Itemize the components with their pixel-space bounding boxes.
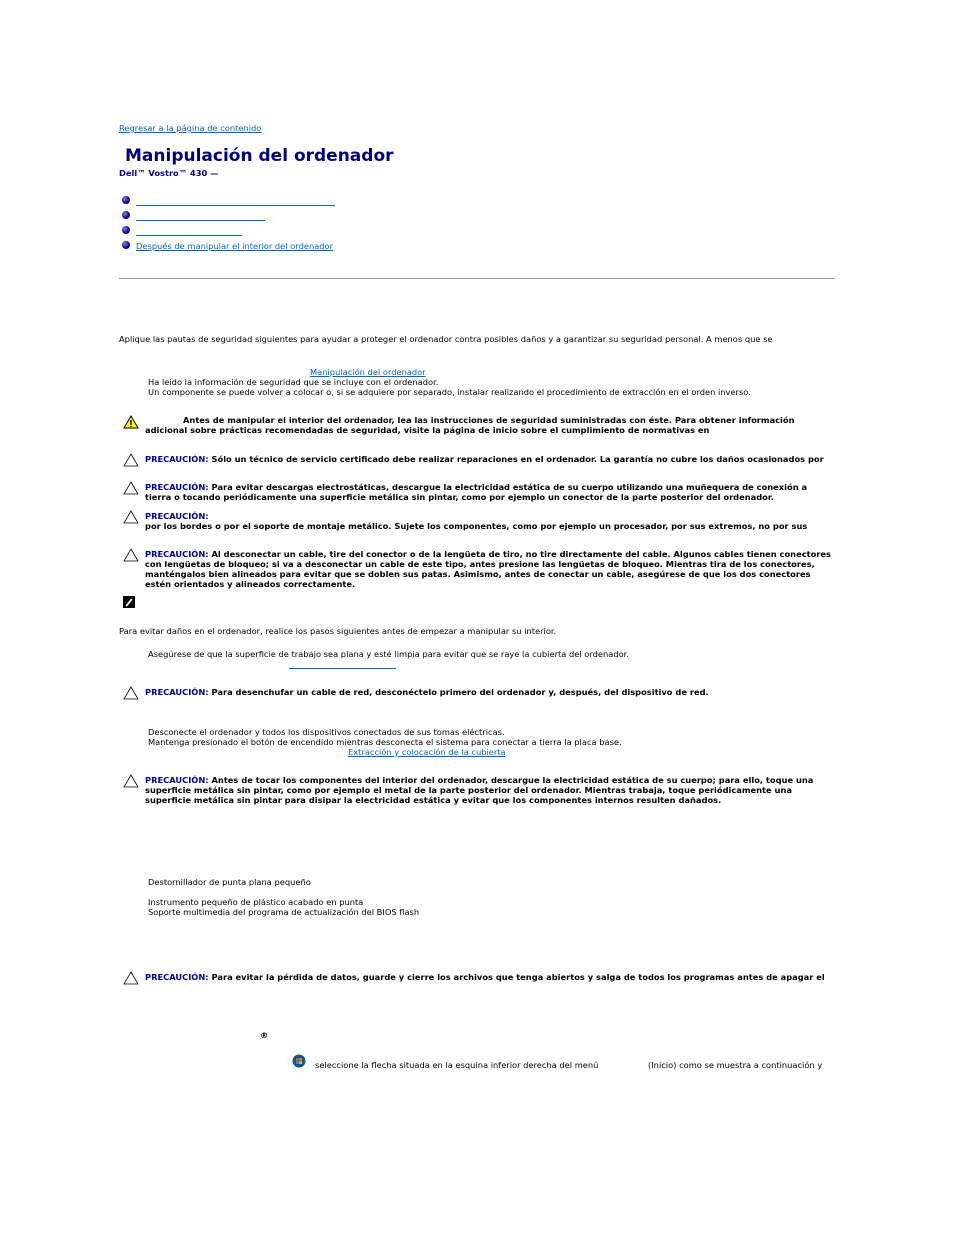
bullet-icon bbox=[122, 226, 130, 234]
note-icon bbox=[123, 596, 135, 608]
caution-text: estén orientados y alineados correctamente. bbox=[145, 579, 356, 589]
caution-icon bbox=[123, 971, 139, 985]
registered-mark: ® bbox=[260, 1030, 269, 1040]
caution-text: superficie metálica sin pintar para disipar la electricidad estática y evitar que los componentes internos resulten dañados. bbox=[145, 795, 722, 805]
caution-icon bbox=[123, 453, 139, 467]
tool-item: Soporte multimedia del programa de actualización del BIOS flash bbox=[148, 907, 420, 917]
step-text: Desconecte el ordenador y todos los dispositivos conectados de sus tomas eléctricas. bbox=[148, 727, 505, 737]
caution-icon bbox=[123, 481, 139, 495]
warning-text: adicional sobre prácticas recomendadas de seguridad, visite la página de inicio sobre el cumplimiento de normativas en bbox=[145, 425, 710, 435]
caution-text: con lengüetas de bloqueo; si va a desconectar un cable de este tipo, antes presione las lengüetas de bloqueo. Mientras tira de los conectores, bbox=[145, 559, 815, 569]
caution-text: PRECAUCIÓN: Para evitar descargas electrostáticas, descargue la electricidad estática de su cuerpo utilizando una muñequera de conexión a bbox=[145, 482, 808, 492]
toc-link-after-working[interactable]: Después de manipular el interior del ordenador bbox=[136, 241, 334, 251]
toc-link-3[interactable] bbox=[136, 235, 242, 236]
back-to-contents-link[interactable]: Regresar a la página de contenido bbox=[119, 123, 262, 133]
toc-link-1[interactable] bbox=[136, 205, 335, 206]
caution-text: PRECAUCIÓN: bbox=[145, 511, 209, 521]
step-text: Asegúrese de que la superficie de trabajo sea plana y esté limpia para evitar que se raye la cubierta del ordenador. bbox=[148, 649, 629, 659]
caution-icon bbox=[123, 510, 139, 524]
caution-text: superficie metálica sin pintar, como por ejemplo el metal de la parte posterior del ordenador. Mientras trabaja, toque periódicamente una bbox=[145, 785, 792, 795]
step-text: Mantenga presionado el botón de encendido mientras desconecta el sistema para conectar a tierra la placa base. bbox=[148, 737, 622, 747]
steps-intro: Para evitar daños en el ordenador, realice los pasos siguientes antes de empezar a manipular su interior. bbox=[119, 626, 557, 636]
caution-text: por los bordes o por el soporte de montaje metálico. Sujete los componentes, como por ejemplo un procesador, por sus extremos, no por sus bbox=[145, 521, 808, 531]
page-title: Manipulación del ordenador bbox=[125, 146, 394, 166]
tool-item: Destornillador de punta plana pequeño bbox=[148, 877, 311, 887]
warning-text: Antes de manipular el interior del ordenador, lea las instrucciones de seguridad suministradas con éste. Para obtener información bbox=[183, 415, 795, 425]
caution-text: PRECAUCIÓN: Al desconectar un cable, tire del conector o de la lengüeta de tiro, no tire directamente del cable. Algunos cables tienen conectores bbox=[145, 549, 831, 559]
cover-link[interactable]: Extracción y colocación de la cubierta bbox=[348, 747, 506, 757]
caution-text: tierra o tocando periódicamente una superficie metálica sin pintar, como por ejemplo un conector de la parte posterior del ordenador. bbox=[145, 492, 774, 502]
intro-item: Ha leído la información de seguridad que se incluye con el ordenador. bbox=[148, 377, 439, 387]
caution-text: PRECAUCIÓN: Sólo un técnico de servicio certificado debe realizar reparaciones en el ordenador. La garantía no cubre los daños ocasionados por bbox=[145, 454, 824, 464]
divider bbox=[119, 278, 835, 279]
start-menu-text: seleccione la flecha situada en la esquina inferior derecha del menú bbox=[315, 1060, 599, 1070]
caution-icon bbox=[123, 774, 139, 788]
step-link[interactable] bbox=[289, 668, 396, 669]
caution-text: PRECAUCIÓN: Antes de tocar los componentes del interior del ordenador, descargue la electricidad estática de su cuerpo; para ello, toque una bbox=[145, 775, 814, 785]
caution-icon bbox=[123, 548, 139, 562]
warning-icon bbox=[123, 415, 139, 429]
toc-link-2[interactable] bbox=[136, 220, 265, 221]
bullet-icon bbox=[122, 241, 130, 249]
caution-text: PRECAUCIÓN: Para desenchufar un cable de red, desconéctelo primero del ordenador y, después, del dispositivo de red. bbox=[145, 687, 709, 697]
caution-text: manténgalos bien alineados para evitar que se doblen sus patas. Asimismo, antes de conectar un cable, asegúrese de que los dos conectores bbox=[145, 569, 811, 579]
intro-text: Aplique las pautas de seguridad siguientes para ayudar a proteger el ordenador contra posibles daños y a garantizar su seguridad personal. A menos que se bbox=[119, 334, 773, 344]
tool-item: Instrumento pequeño de plástico acabado en punta bbox=[148, 897, 364, 907]
bullet-icon bbox=[122, 196, 130, 204]
bullet-icon bbox=[122, 211, 130, 219]
handling-link[interactable]: Manipulación del ordenador bbox=[310, 367, 426, 377]
caution-text: PRECAUCIÓN: Para evitar la pérdida de datos, guarde y cierre los archivos que tenga abiertos y salga de todos los programas antes de apagar el bbox=[145, 972, 825, 982]
start-menu-text: (Inicio) como se muestra a continuación y bbox=[648, 1060, 823, 1070]
caution-icon bbox=[123, 686, 139, 700]
intro-item: Un componente se puede volver a colocar o, si se adquiere por separado, instalar realizando el procedimiento de extracción en el orden inverso. bbox=[148, 387, 751, 397]
windows-start-icon bbox=[292, 1054, 306, 1068]
caution-label: PRECAUCIÓN: bbox=[145, 454, 209, 464]
product-subtitle: Dell™ Vostro™ 430 — bbox=[119, 168, 219, 178]
